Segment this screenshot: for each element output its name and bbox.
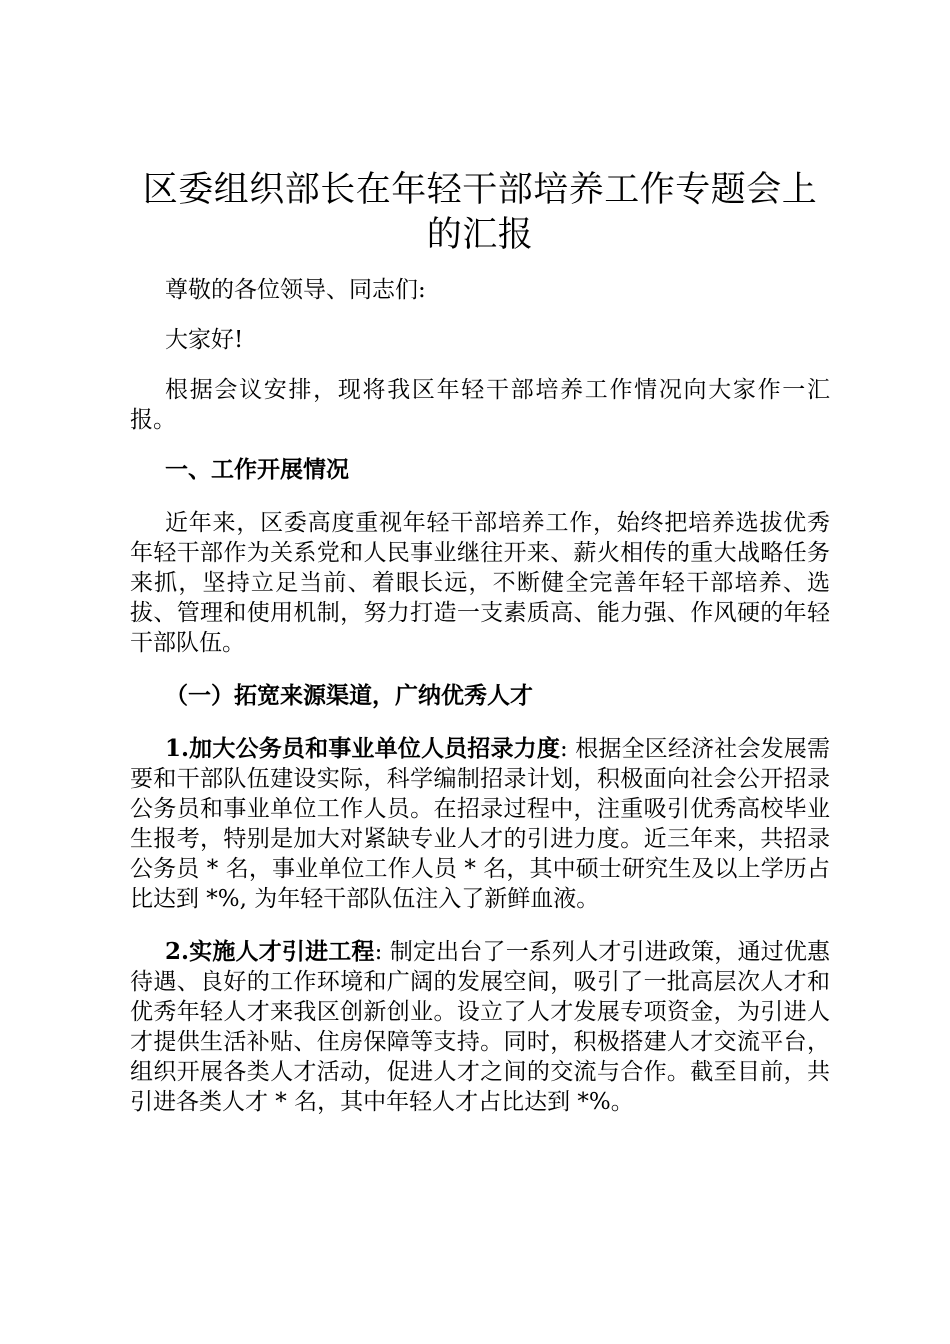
item-text: : 制定出台了一系列人才引进政策，通过优惠待遇、良好的工作环境和广阔的发展空间，吸引了一批高层次人才和优秀年轻人才来我区创新创业。设立了人才发展专项资金，为引进人才提供生活补贴、住房保障等支持。同时，积极搭建人才交流平台，组织开展各类人才活动，促进人才之间的交流与合作。截至目前，共引进各类人才 * 名，其中年轻人才占比达到 *%。 [130,939,830,1115]
list-item [130,734,830,914]
item-lead: 2.实施人才引进工程 [165,938,375,965]
section-body: 近年来，区委高度重视年轻干部培养工作，始终把培养选拔优秀年轻干部作为关系党和人民事业继往开来、薪火相传的重大战略任务来抓，坚持立足当前、着眼长远，不断健全完善年轻干部培养、选拔、管理和使用机制，努力打造一支素质高、能力强、作风硬的年轻干部队伍。 [130,510,830,656]
document-title: 区委组织部长在年轻干部培养工作专题会上的汇报 [142,170,818,255]
intro-paragraph: 根据会议安排，现将我区年轻干部培养工作情况向大家作一汇报。 [130,377,830,433]
salutation: 尊敬的各位领导、同志们: [165,277,426,303]
list-item [130,937,830,1117]
item-lead: 1.加大公务员和事业单位人员招录力度 [165,735,560,762]
document-page [130,168,830,1117]
subsection-heading: （一）拓宽来源渠道，广纳优秀人才 [165,682,533,709]
item-text: : 根据全区经济社会发展需要和干部队伍建设实际，科学编制招录计划，积极面向社会公开招录公务员和事业单位工作人员。在招录过程中，注重吸引优秀高校毕业生报考，特别是加大对紧缺专业人才的引进力度。近三年来，共招录公务员 * 名，事业单位工作人员 * 名，其中硕士研究生及以上学历占比达到 *%, 为年轻干部队伍注入了新鲜血液。 [130,736,830,912]
section-heading: 一、工作开展情况 [165,456,349,483]
greeting: 大家好! [165,327,244,353]
